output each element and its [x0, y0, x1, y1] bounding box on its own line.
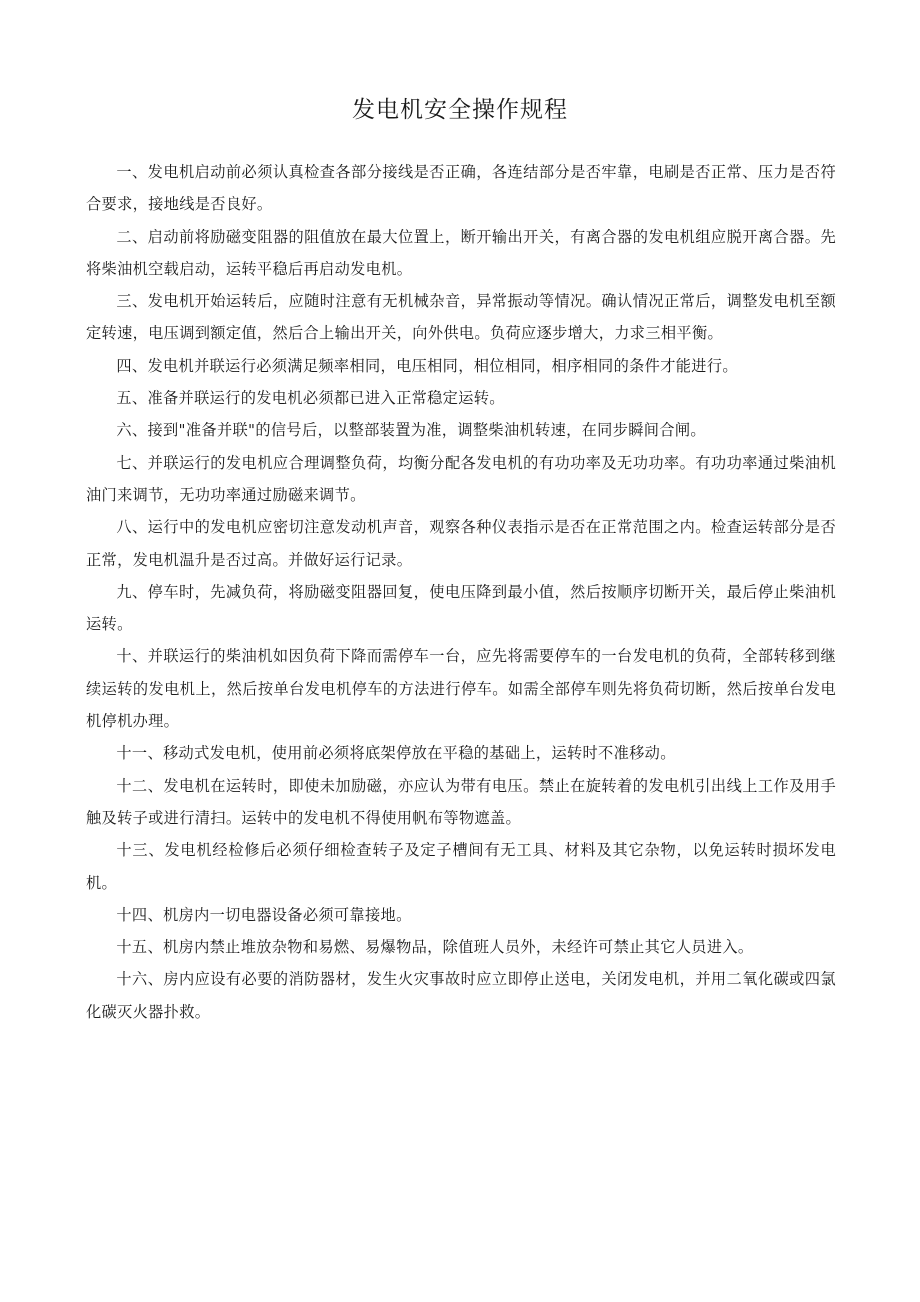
clause-10: 十、并联运行的柴油机如因负荷下降而需停车一台，应先将需要停车的一台发电机的负荷，全部转移到继续运转的发电机上，然后按单台发电机停车的方法进行停车。如需全部停车则先将负荷切断，然后按单台发电机停机办理。 [86, 647, 836, 731]
clause-1: 一、发电机启动前必须认真检查各部分接线是否正确，各连结部分是否牢靠，电刷是否正常、压力是否符合要求，接地线是否良好。 [86, 163, 836, 214]
clause-8: 八、运行中的发电机应密切注意发动机声音，观察各种仪表指示是否在正常范围之内。检查运转部分是否正常，发电机温升是否过高。并做好运行记录。 [86, 518, 836, 569]
document-title: 发电机安全操作规程 [352, 97, 568, 123]
clause-16: 十六、房内应设有必要的消防器材，发生火灾事故时应立即停止送电，关闭发电机，并用二氧化碳或四氯化碳灭火器扑救。 [86, 970, 836, 1021]
clause-12: 十二、发电机在运转时，即使未加励磁，亦应认为带有电压。禁止在旋转着的发电机引出线上工作及用手触及转子或进行清扫。运转中的发电机不得使用帆布等物遮盖。 [86, 776, 836, 827]
clause-7: 七、并联运行的发电机应合理调整负荷，均衡分配各发电机的有功功率及无功功率。有功功率通过柴油机油门来调节，无功功率通过励磁来调节。 [86, 453, 836, 504]
clause-6: 六、接到"准备并联"的信号后，以整部装置为准，调整柴油机转速，在同步瞬间合闸。 [116, 421, 706, 440]
clause-9: 九、停车时，先减负荷，将励磁变阻器回复，使电压降到最小值，然后按顺序切断开关，最后停止柴油机运转。 [86, 582, 836, 634]
clause-13: 十三、发电机经检修后必须仔细检查转子及定子槽间有无工具、材料及其它杂物，以免运转时损坏发电机。 [86, 841, 836, 892]
clause-3: 三、发电机开始运转后，应随时注意有无机械杂音，异常振动等情况。确认情况正常后，调整发电机至额定转速，电压调到额定值，然后合上输出开关，向外供电。负荷应逐步增大，力求三相平衡。 [86, 292, 836, 343]
clause-4: 四、发电机并联运行必须满足频率相同，电压相同，相位相同，相序相同的条件才能进行。 [116, 356, 738, 375]
clause-2: 二、启动前将励磁变阻器的阻值放在最大位置上，断开输出开关，有离合器的发电机组应脱开离合器。先将柴油机空载启动，运转平稳后再启动发电机。 [86, 227, 836, 278]
document-body [86, 156, 836, 1028]
clause-15: 十五、机房内禁止堆放杂物和易燃、易爆物品，除值班人员外，未经许可禁止其它人员进入。 [116, 938, 754, 957]
clause-14: 十四、机房内一切电器设备必须可靠接地。 [116, 905, 412, 924]
clause-5: 五、准备并联运行的发电机必须都已进入正常稳定运转。 [116, 389, 505, 408]
clause-11: 十一、移动式发电机，使用前必须将底架停放在平稳的基础上，运转时不准移动。 [116, 744, 676, 763]
